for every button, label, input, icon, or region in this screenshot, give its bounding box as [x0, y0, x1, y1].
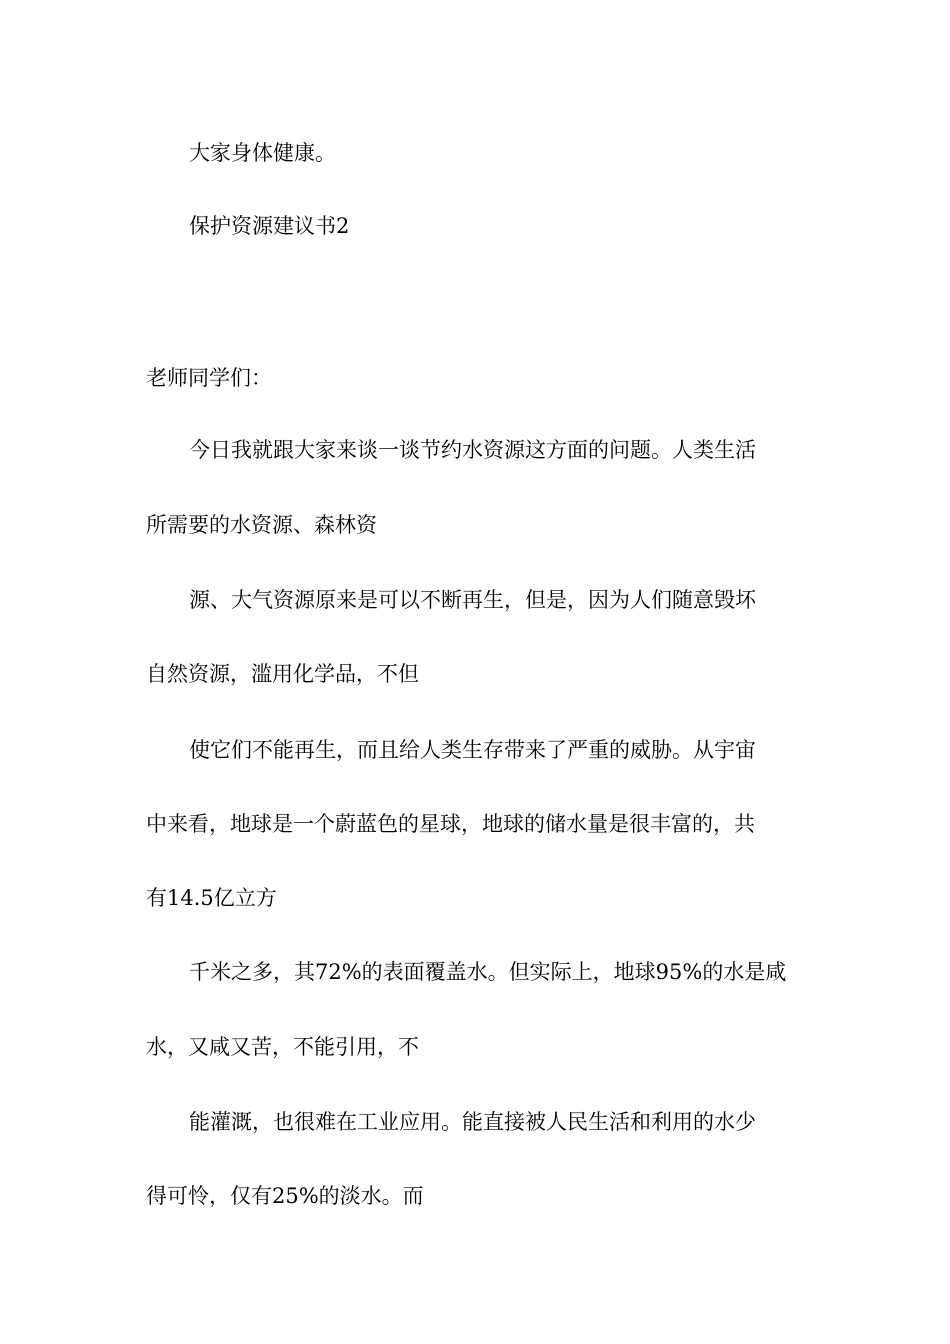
section-title: 保护资源建议书2: [189, 214, 350, 238]
paragraph-line: 今日我就跟大家来谈一谈节约水资源这方面的问题。人类生活: [189, 438, 756, 462]
paragraph-line: 能灌溉，也很难在工业应用。能直接被人民生活和利用的水少: [189, 1110, 756, 1134]
paragraph-line: 所需要的水资源、森林资: [146, 513, 377, 537]
paragraph-line: 使它们不能再生，而且给人类生存带来了严重的威胁。从宇宙: [189, 738, 756, 762]
paragraph-line: 有14.5亿立方: [146, 886, 277, 910]
closing-line: 大家身体健康。: [189, 141, 336, 165]
paragraph-line: 得可怜，仅有25%的淡水。而: [146, 1184, 424, 1208]
paragraph-line: 千米之多，其72%的表面覆盖水。但实际上，地球95%的水是咸: [189, 960, 787, 984]
paragraph-line: 自然资源，滥用化学品，不但: [146, 662, 419, 686]
paragraph-line: 源、大气资源原来是可以不断再生，但是，因为人们随意毁坏: [189, 588, 756, 612]
salutation: 老师同学们：: [146, 366, 272, 390]
paragraph-line: 水，又咸又苦，不能引用，不: [146, 1035, 419, 1059]
paragraph-line: 中来看，地球是一个蔚蓝色的星球，地球的储水量是很丰富的，共: [146, 812, 755, 836]
